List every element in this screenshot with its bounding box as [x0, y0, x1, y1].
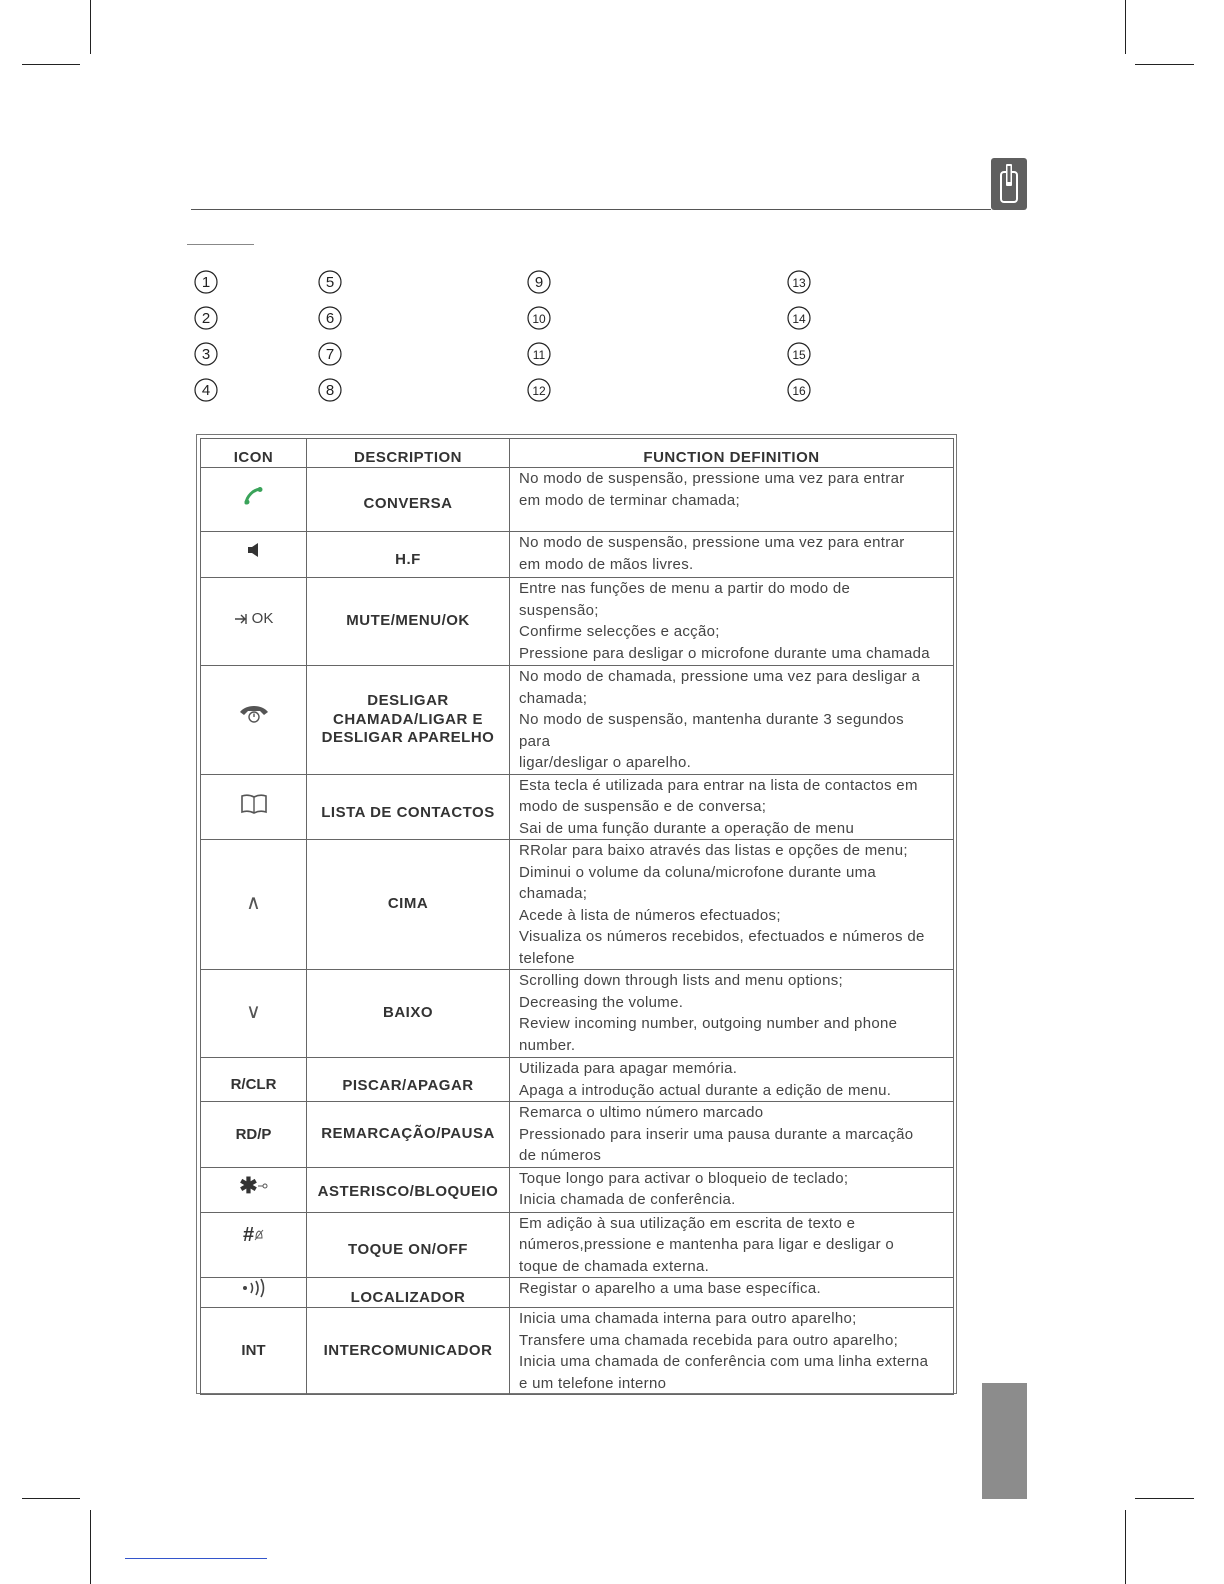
table-row	[201, 468, 954, 532]
row-icon-cell	[201, 532, 307, 578]
function-line: Scrolling down through lists and menu options;	[519, 972, 843, 989]
crop-mark-bottom-left-v	[90, 1510, 91, 1584]
callout-number-label: 9	[534, 274, 544, 291]
row-icon-cell	[201, 1058, 307, 1102]
row-function-definition	[510, 840, 954, 970]
callout-number	[527, 342, 549, 364]
callout-number-label: 3	[201, 346, 211, 363]
function-line: em modo de terminar chamada;	[519, 491, 740, 509]
hash-bell-icon: #	[243, 1228, 264, 1245]
callout-number-label: 6	[325, 310, 335, 327]
function-line: Pressione para desligar o microfone durante uma chamada	[519, 644, 930, 662]
function-line: Review incoming number, outgoing number and phone	[519, 1015, 898, 1032]
star-lock-icon: ✱	[239, 1180, 267, 1197]
up-icon: ∧	[246, 892, 261, 915]
function-line: telefone	[519, 949, 575, 967]
callout-number	[318, 270, 340, 292]
function-line: para	[519, 732, 551, 750]
row-function-definition	[510, 774, 954, 840]
function-line: Registar o aparelho a uma base específica.	[519, 1280, 821, 1297]
function-line: No modo de chamada, pressione uma vez para desligar a	[519, 668, 921, 685]
function-line: number.	[519, 1036, 576, 1054]
function-line: chamada;	[519, 689, 588, 707]
row-description: LOCALIZADOR	[307, 1278, 510, 1308]
row-icon-cell	[201, 468, 307, 532]
crop-mark-bottom-left-h	[22, 1498, 80, 1499]
table-row	[201, 840, 954, 970]
row-icon-cell	[201, 1308, 307, 1395]
function-line: chamada;	[519, 885, 588, 902]
callout-number-label: 16	[792, 384, 806, 398]
function-line: Remarca o ultimo número marcado	[519, 1104, 764, 1121]
row-description: TOQUE ON/OFF	[307, 1212, 510, 1278]
row-function-definition	[510, 1308, 954, 1395]
table-row	[201, 1212, 954, 1278]
callout-number-label: 10	[532, 312, 546, 326]
callout-number-label: 13	[792, 276, 806, 290]
function-line: de números	[519, 1147, 602, 1164]
row-description: ASTERISCO/BLOQUEIO	[307, 1167, 510, 1212]
callout-number	[787, 342, 809, 364]
header-icon: ICON	[201, 439, 307, 468]
row-function-definition	[510, 1102, 954, 1168]
rclr-icon: R/CLR	[230, 1075, 277, 1093]
table-row	[201, 1308, 954, 1395]
callout-number	[787, 306, 809, 328]
header-description: DESCRIPTION	[307, 439, 510, 468]
function-line: toque de chamada externa.	[519, 1257, 710, 1275]
row-description: BAIXO	[307, 970, 510, 1058]
speaker-icon	[246, 545, 262, 562]
function-line: Entre nas funções de menu a partir do modo de	[519, 580, 851, 597]
ok-label: OK	[251, 610, 274, 627]
function-line: No modo de suspensão, mantenha durante 3 segundos	[519, 711, 904, 728]
callout-number-label: 5	[325, 274, 335, 291]
function-line: Inicia uma chamada de conferência com uma linha externa	[519, 1353, 929, 1370]
row-description: INTERCOMUNICADOR	[307, 1308, 510, 1395]
callout-number-label: 15	[792, 348, 806, 362]
row-function-definition	[510, 1058, 954, 1102]
int-icon: INT	[241, 1342, 266, 1360]
row-function-definition	[510, 1212, 954, 1278]
row-description: CIMA	[307, 840, 510, 970]
callout-number-label: 2	[201, 310, 211, 327]
crop-mark-top-left-h	[22, 64, 80, 65]
callout-number-label: 8	[325, 382, 335, 399]
end-call-icon	[238, 711, 270, 728]
function-line: Em adição à sua utilização em escrita de texto e	[519, 1214, 856, 1232]
crop-mark-top-right-h	[1135, 64, 1194, 65]
row-description: REMARCAÇÃO/PAUSA	[307, 1102, 510, 1168]
row-icon-cell	[201, 1167, 307, 1212]
function-line: Toque longo para activar o bloqueio de teclado;	[519, 1169, 849, 1187]
function-line: Pressionado para inserir uma pausa durante a marcação	[519, 1125, 914, 1143]
callout-number	[527, 378, 549, 400]
function-line: No modo de suspensão, pressione uma vez para entrar	[519, 534, 905, 551]
row-description: LISTA DE CONTACTOS	[307, 774, 510, 840]
handset-section-tab	[991, 158, 1027, 210]
callout-number	[787, 378, 809, 400]
function-line: suspensão;	[519, 601, 599, 619]
function-line: Decreasing the volume.	[519, 993, 684, 1011]
row-function-definition	[510, 578, 954, 666]
callout-number	[527, 306, 549, 328]
phonebook-icon	[240, 802, 268, 819]
talk-icon	[243, 493, 265, 510]
function-line: No modo de suspensão, pressione uma vez para entrar	[519, 470, 905, 487]
callout-number	[318, 378, 340, 400]
table-row	[201, 1058, 954, 1102]
handset-icon	[997, 162, 1021, 206]
row-function-definition	[510, 1278, 954, 1308]
row-icon-cell	[201, 840, 307, 970]
row-icon-cell	[201, 666, 307, 775]
callout-number	[194, 270, 216, 292]
function-line: em modo de mãos livres.	[519, 555, 694, 573]
function-line: modo de suspensão e de conversa;	[519, 798, 767, 815]
table-row	[201, 774, 954, 840]
function-line: Apaga a introdução actual durante a edição de menu.	[519, 1081, 892, 1099]
row-function-definition	[510, 970, 954, 1058]
callout-number-label: 12	[532, 384, 546, 398]
row-function-definition	[510, 1167, 954, 1212]
function-line: Sai de uma função durante a operação de menu	[519, 819, 855, 837]
header-function: FUNCTION DEFINITION	[510, 439, 954, 468]
function-line: Confirme selecções e acção;	[519, 623, 720, 640]
function-line: Diminui o volume da coluna/microfone durante uma	[519, 863, 877, 881]
table-row	[201, 1278, 954, 1308]
table-row	[201, 1102, 954, 1168]
table-row	[201, 970, 954, 1058]
table-row	[201, 578, 954, 666]
function-line: Esta tecla é utilizada para entrar na lista de contactos em	[519, 776, 918, 794]
function-table	[196, 434, 957, 1394]
function-line: Utilizada para apagar memória.	[519, 1060, 738, 1077]
row-description: MUTE/MENU/OK	[307, 578, 510, 666]
crop-mark-top-left-v	[90, 0, 91, 54]
row-function-definition	[510, 666, 954, 775]
row-description: DESLIGAR CHAMADA/LIGAR E DESLIGAR APARELHO	[307, 666, 510, 775]
down-icon: ∨	[246, 1001, 261, 1024]
function-line: ligar/desligar o aparelho.	[519, 754, 692, 771]
function-line: Acede à lista de números efectuados;	[519, 906, 781, 924]
row-function-definition	[510, 468, 954, 532]
callout-number	[194, 306, 216, 328]
function-line: RRolar para baixo através das listas e opções de menu;	[519, 842, 908, 859]
icon-table	[200, 438, 954, 1395]
function-line: Inicia uma chamada interna para outro aparelho;	[519, 1310, 857, 1327]
callout-number	[194, 378, 216, 400]
callout-number	[318, 342, 340, 364]
callout-number-label: 1	[201, 274, 211, 291]
footer-link-line	[125, 1558, 267, 1559]
callout-number	[318, 306, 340, 328]
crop-mark-bottom-right-v	[1125, 1510, 1126, 1584]
row-icon-cell	[201, 970, 307, 1058]
crop-mark-top-right-v	[1125, 0, 1126, 54]
row-description: PISCAR/APAGAR	[307, 1058, 510, 1102]
function-line: números,pressione e mantenha para ligar e desligar o	[519, 1236, 894, 1253]
rdp-icon: RD/P	[235, 1125, 272, 1143]
paging-icon	[241, 1285, 267, 1302]
row-description: H.F	[307, 532, 510, 578]
row-icon-cell	[201, 1212, 307, 1278]
callout-number	[527, 270, 549, 292]
function-line: Visualiza os números recebidos, efectuados e números de	[519, 928, 925, 945]
side-tab	[982, 1383, 1027, 1499]
menu-ok-icon	[234, 610, 274, 631]
row-icon-cell	[201, 774, 307, 840]
row-icon-cell	[201, 578, 307, 666]
callout-number-label: 11	[532, 348, 546, 362]
row-description: CONVERSA	[307, 468, 510, 532]
function-line: e um telefone interno	[519, 1374, 667, 1392]
header-rule	[191, 209, 991, 210]
row-icon-cell	[201, 1102, 307, 1168]
table-row	[201, 666, 954, 775]
callout-number	[194, 342, 216, 364]
table-header-row	[201, 439, 954, 468]
callout-number	[787, 270, 809, 292]
row-function-definition	[510, 532, 954, 578]
row-icon-cell	[201, 1278, 307, 1308]
crop-mark-bottom-right-h	[1135, 1498, 1194, 1499]
callout-number-label: 14	[792, 312, 806, 326]
callout-number-label: 4	[201, 382, 211, 399]
table-row	[201, 532, 954, 578]
function-line: Transfere uma chamada recebida para outro aparelho;	[519, 1331, 899, 1349]
function-line: Inicia chamada de conferência.	[519, 1191, 736, 1208]
callout-number-label: 7	[325, 346, 335, 363]
table-row	[201, 1167, 954, 1212]
section-underline	[187, 244, 254, 245]
